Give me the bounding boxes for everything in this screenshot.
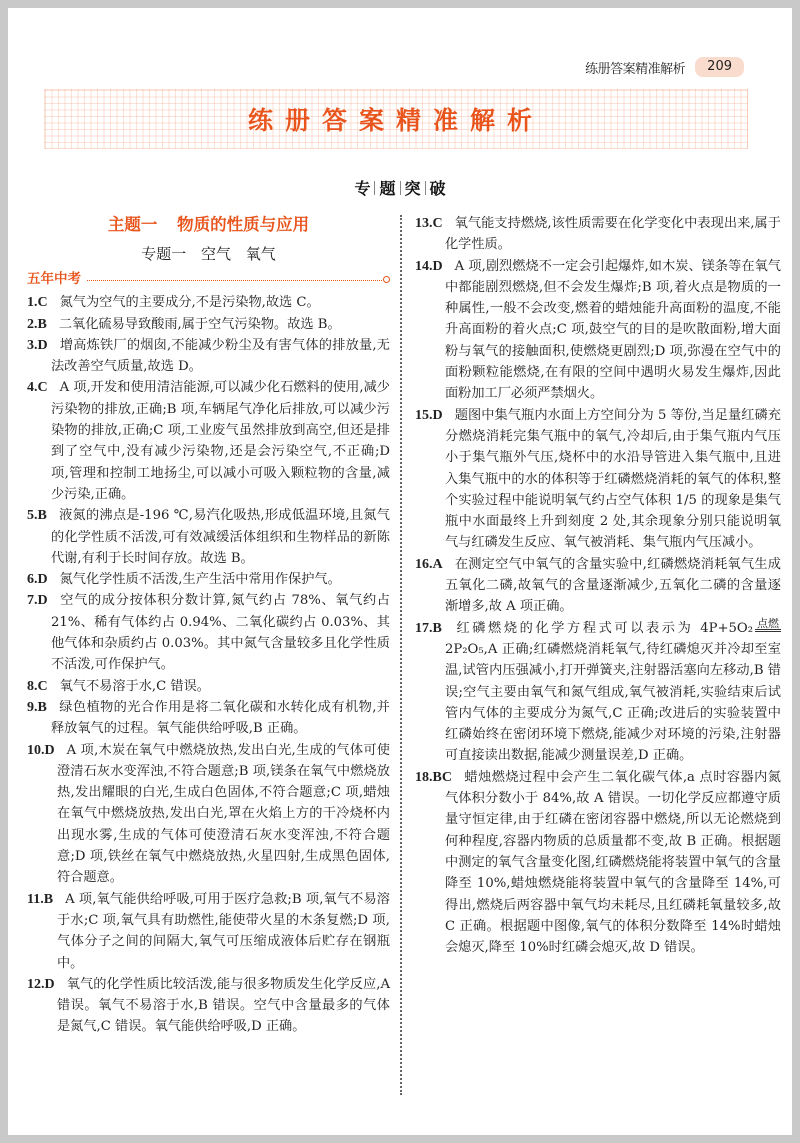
section-char: 突 (404, 179, 421, 198)
answer-text: 题图中集气瓶内水面上方空间分为 5 等份,当足量红磷充分燃烧消耗完集气瓶中的氧气,冷却后,由于集气瓶内气压小于集气瓶外气压,烧杯中的水沿导管进入集气瓶中,且进入集气瓶中的水的体积等于红磷燃烧消耗的氧气的体积,整个实验过程中能说明氧气约占空气体积 1/5 的现象是集气瓶中水面最终上升到刻度 2 处,其余现象分别只能说明氧气与红磷发生反应、氧气被消耗、集气瓶内气压减小。 (445, 407, 781, 551)
answer-number: 17.B (415, 620, 442, 636)
answer-item (27, 974, 390, 1038)
answer-text: A 项,木炭在氧气中燃烧放热,发出白光,生成的气体可使澄清石灰水变浑浊,不符合题意;B 项,镁条在氧气中燃烧放热,发出耀眼的白光,生成白色固体,不符合题意;C 项,蜡烛在氧气中燃烧放热,发出白光,罩在火焰上方的干冷烧杯内出现水雾,生成的气体可使澄清石灰水变浑浊,不符合题意;D 项,铁丝在氧气中燃烧放热,火星四射,生成黑色固体,符合题意。 (57, 742, 390, 886)
answer-list-right (415, 213, 781, 958)
answer-item (27, 314, 390, 335)
answer-text: A 项,剧烈燃烧不一定会引起爆炸,如木炭、镁条等在氧气中都能剧烈燃烧,但不会发生爆炸;B 项,着火点是物质的一种属性,一般不会改变,燃着的蜡烛能升高面粉的温度,不能升高面粉的着火点;C 项,鼓空气的目的是吹散面粉,增大面粉与氧气的接触面积,使燃烧更剧烈;D 项,弥漫在空气中的面粉颗粒能燃烧,在有限的空间中遇明火易发生爆炸,因此面粉加工厂必须严禁烟火。 (445, 258, 781, 402)
section-char: 专 (354, 179, 371, 198)
answer-text: 二氧化硫易导致酸雨,属于空气污染物。故选 B。 (58, 316, 341, 332)
answer-text: 氧气的化学性质比较活泼,能与很多物质发生化学反应,A 错误。氧气不易溶于水,B 错误。空气中含量最多的气体是氮气,C 错误。氧气能供给呼吸,D 正确。 (57, 976, 390, 1035)
ring-icon (383, 276, 390, 283)
page-number-badge: 209 (695, 57, 744, 77)
answer-item (27, 505, 390, 569)
answer-number: 9.B (27, 699, 47, 715)
answer-item (27, 697, 390, 740)
answer-text: 绿色植物的光合作用是将二氧化碳和水转化成有机物,并释放氧气的过程。氧气能供给呼吸,B 正确。 (51, 699, 390, 737)
answer-text: 氧气能支持燃烧,该性质需要在化学变化中表现出来,属于化学性质。 (445, 216, 781, 253)
answer-number: 1.C (27, 295, 48, 311)
answer-number: 4.C (27, 380, 48, 396)
topic-title: 专题一 空气 氧气 (141, 245, 276, 263)
reaction-condition: 点燃 (757, 616, 779, 630)
subsection-label: 五年中考 (27, 271, 81, 287)
answer-text: 增高炼铁厂的烟囱,不能减少粉尘及有害气体的排放量,无法改善空气质量,故选 D。 (51, 337, 390, 375)
answer-number: 11.B (27, 891, 54, 907)
answer-number: 5.B (27, 508, 47, 524)
section-heading (8, 176, 792, 199)
answer-text: 红磷燃烧的化学方程式可以表示为 4P+5O₂ (453, 620, 753, 636)
answer-number: 10.D (27, 742, 55, 758)
section-char: 题 (379, 179, 396, 198)
column-divider (400, 215, 402, 1095)
answer-item (27, 590, 390, 675)
answer-number: 14.D (415, 258, 443, 274)
theme-title: 主题一 物质的性质与应用 (107, 215, 310, 234)
answer-item (415, 554, 781, 618)
answer-item (415, 405, 781, 554)
answer-text: 氮气为空气的主要成分,不是污染物,故选 C。 (59, 295, 320, 311)
answer-text: 氧气不易溶于水,C 错误。 (59, 678, 210, 694)
answer-text: 2P₂O₅,A 正确;红磷燃烧消耗氧气,待红磷熄灭并冷却至室温,试管内压强减小,打开弹簧夹,注射器活塞向左移动,B 错误;空气主要由氧气和氮气组成,氧气被消耗,实验结束后试管内气体的主要成分为氮气,C 正确;改进后的实验装置中红磷始终在密闭环境下燃烧,能减少对环境的污染,注射器可直接读出数据,能减少测量误差,D 正确。 (445, 641, 781, 764)
answer-item (415, 618, 781, 767)
answer-number: 13.C (415, 216, 443, 231)
answer-number: 12.D (27, 976, 55, 992)
answer-number: 16.A (415, 556, 443, 572)
separator (400, 181, 401, 195)
answer-number: 2.B (27, 316, 47, 332)
answer-number: 3.D (27, 337, 48, 353)
answer-item (27, 292, 390, 313)
answer-list-left (27, 292, 390, 1037)
running-header (585, 57, 744, 77)
answer-number: 18.BC (415, 769, 452, 785)
running-title: 练册答案精准解析 (585, 61, 686, 77)
answer-item (27, 377, 390, 505)
left-column (27, 213, 390, 1038)
answer-number: 8.C (27, 678, 48, 694)
answer-item (415, 256, 781, 405)
answer-number: 15.D (415, 407, 443, 423)
right-column (415, 213, 781, 958)
separator (425, 181, 426, 195)
answer-text: A 项,氧气能供给呼吸,可用于医疗急救;B 项,氧气不易溶于水;C 项,氧气具有助燃性,能使带火星的木条复燃;D 项,气体分子之间的间隔大,氧气可压缩成液体后贮存在钢瓶中。 (57, 891, 390, 971)
answer-item (27, 676, 390, 697)
answer-item (415, 767, 781, 959)
answer-item (27, 740, 390, 889)
answer-item (27, 569, 390, 590)
section-char: 破 (429, 179, 446, 198)
answer-text: 蜡烛燃烧过程中会产生二氧化碳气体,a 点时容器内氮气体积分数小于 84%,故 A 错误。一切化学反应都遵守质量守恒定律,由于红磷在密闭容器中燃烧,所以无论燃烧到何种程度,容器内物质的总质量都不变,故 B 正确。根据题中测定的氧气含量变化图,红磷燃烧能将装置中氧气的含量降至 10%,蜡烛燃烧能将装置中氧气的含量降至 14%,可得出,燃烧后两容器中氧气均未耗尽,且红磷耗氧量较多,故 C 正确。根据题中图像,氧气的体积分数降至 14%时蜡烛会熄灭,降至 10%时红磷会熄灭,故 D 错误。 (445, 769, 781, 956)
answer-text: 在测定空气中氧气的含量实验中,红磷燃烧消耗氧气生成五氧化二磷,故氧气的含量逐渐减少,五氧化二磷的含量逐渐增多,故 A 项正确。 (445, 556, 781, 615)
answer-item (415, 213, 781, 256)
title-banner (44, 89, 748, 149)
subsection-header (27, 269, 390, 290)
dotted-leader (87, 280, 382, 281)
answer-number: 6.D (27, 572, 48, 588)
page (8, 8, 792, 1135)
separator (374, 181, 375, 195)
answer-item (27, 889, 390, 974)
answer-item (27, 335, 390, 378)
answer-text: A 项,开发和使用清洁能源,可以减少化石燃料的使用,减少污染物的排放,正确;B 项,车辆尾气净化后排放,可以减少污染物的排放,正确;C 项,工业废气虽然排放到高空,但还是排到了空气中,没有减少污染物,还是会污染空气,不正确;D 项,管理和控制工地扬尘,可以减小可吸入颗粒物的含量,减少污染,正确。 (51, 380, 390, 502)
banner-title: 练册答案精准解析 (247, 106, 544, 135)
answer-text: 空气的成分按体积分数计算,氮气约占 78%、氧气约占 21%、稀有气体约占 0.94%、二氧化碳约占 0.03%、其他气体和杂质约占 0.03%。其中氮气含量较多且化学性质不活泼,可作保护气。 (51, 593, 390, 673)
answer-text: 液氮的沸点是-196 ℃,易汽化吸热,形成低温环境,且氮气的化学性质不活泼,可有效减缓活体组织和生物样品的新陈代谢,有利于长时间存放。故选 B。 (51, 508, 390, 566)
answer-number: 7.D (27, 593, 48, 609)
answer-text: 氮气化学性质不活泼,生产生活中常用作保护气。 (59, 572, 341, 588)
